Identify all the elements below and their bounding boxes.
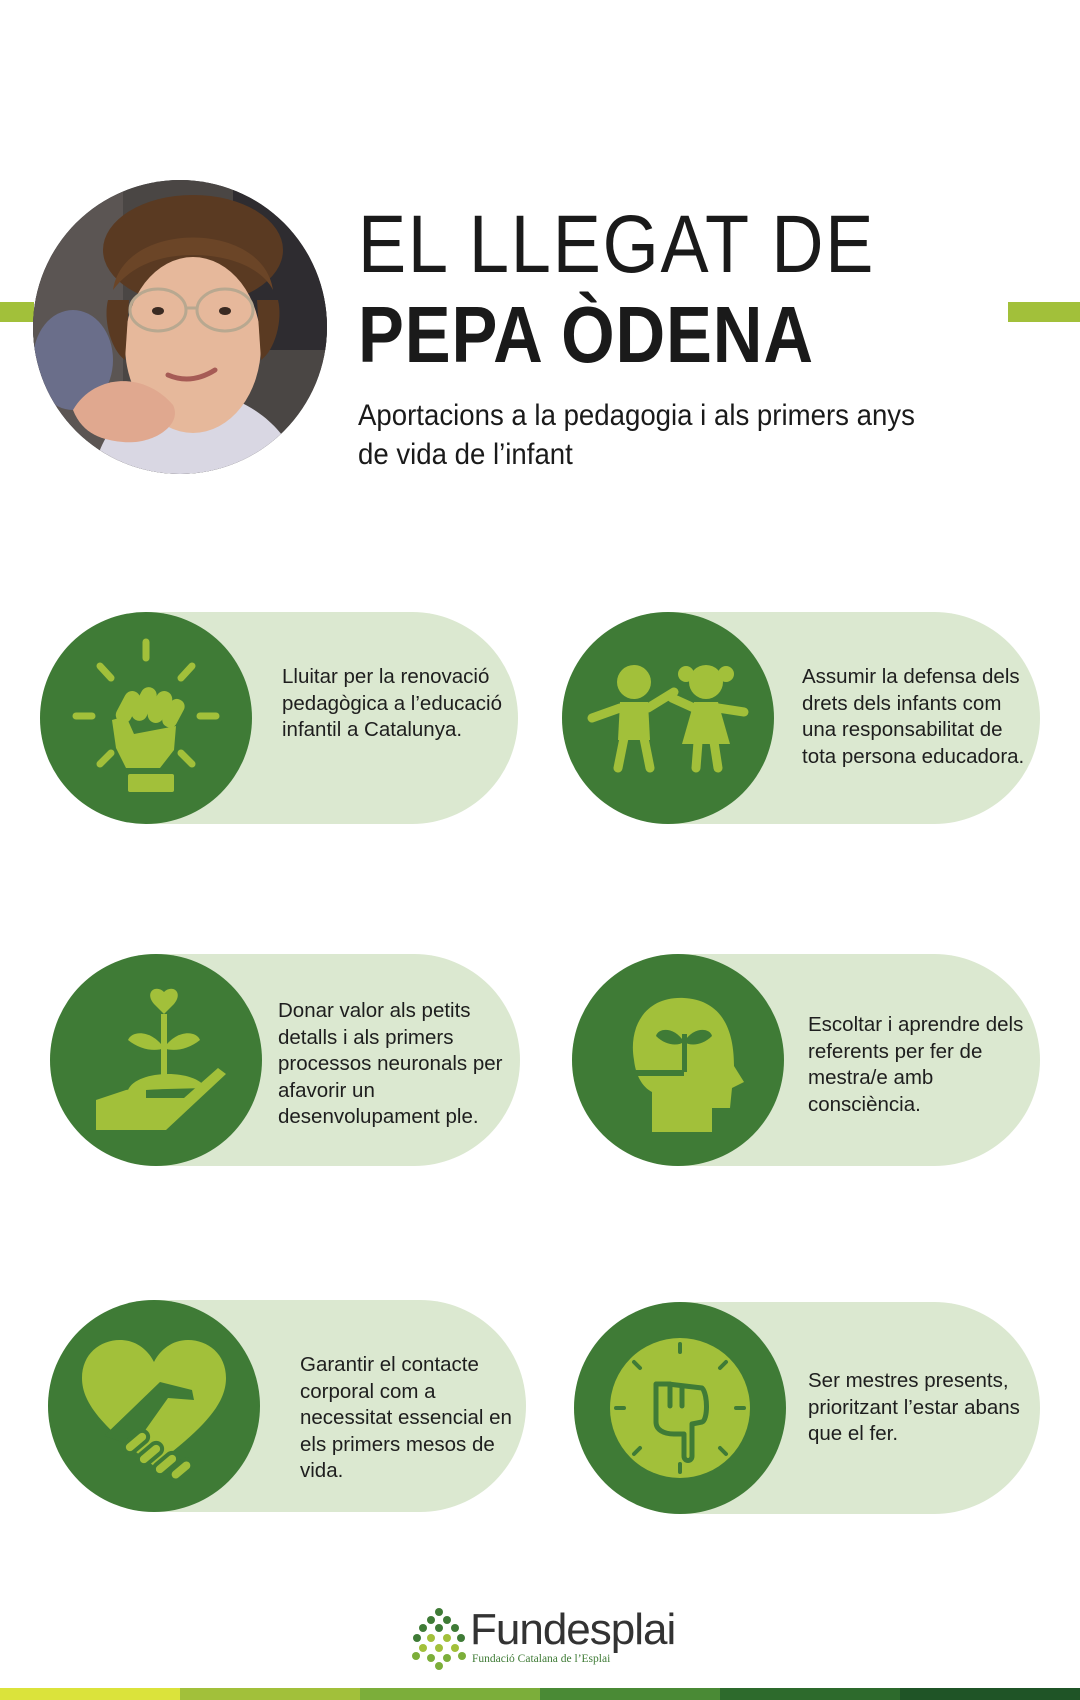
footer-segment [540, 1688, 720, 1700]
card-renovation [40, 612, 518, 824]
card-icon-circle [574, 1302, 786, 1514]
heart-handshake-icon [64, 1316, 244, 1496]
card-text: Lluitar per la renovació pedagògica a l’educació infantil a Catalunya. [282, 665, 502, 741]
card-listen-learn [572, 954, 1040, 1166]
card-icon-circle [50, 954, 262, 1166]
card-icon-circle [48, 1300, 260, 1512]
logo-tagline: Fundació Catalana de l’Esplai [472, 1653, 611, 1665]
card-small-details [50, 954, 520, 1166]
footer-color-bar [0, 1688, 1080, 1700]
card-icon-circle [572, 954, 784, 1166]
card-be-present [574, 1302, 1040, 1514]
card-text: Assumir la defensa dels drets dels infants com una responsabilitat de tota persona educadora. [802, 665, 1025, 768]
portrait-illustration [33, 180, 327, 474]
portrait-photo [33, 180, 327, 474]
fundesplai-logo [410, 1604, 690, 1674]
card-icon-circle [562, 612, 774, 824]
raised-fist-icon [56, 628, 236, 808]
hand-sprout-icon [66, 970, 246, 1150]
card-text: Garantir el contacte corporal com a necessitat essencial en els primers mesos de vida. [300, 1353, 512, 1482]
fundesplai-leaf-icon [410, 1606, 468, 1670]
card-text: Escoltar i aprendre dels referents per fer de mestra/e amb consciència. [808, 1013, 1024, 1116]
card-children-rights [562, 612, 1040, 824]
accent-line-right [1008, 302, 1080, 322]
title-line-1: EL LLEGAT DE [358, 199, 876, 290]
title-line-2: PEPA ÒDENA [358, 290, 814, 379]
footer-segment [900, 1688, 1080, 1700]
subtitle: Aportacions a la pedagogia i als primers anys de vida de l’infant [358, 399, 915, 471]
children-icon [578, 628, 758, 808]
accent-line-left [0, 302, 34, 322]
logo-wordmark: Fundesplai [470, 1605, 676, 1654]
card-body-contact [48, 1300, 526, 1512]
head-sprout-icon [588, 970, 768, 1150]
card-text: Donar valor als petits detalls i als primers processos neuronals per afavorir un desenvolupament ple. [278, 999, 503, 1128]
footer-segment [0, 1688, 180, 1700]
card-icon-circle [40, 612, 252, 824]
card-text: Ser mestres presents, prioritzant l’estar abans que el fer. [808, 1369, 1020, 1445]
footer-segment [720, 1688, 900, 1700]
footer-segment [180, 1688, 360, 1700]
hand-clock-icon [590, 1318, 770, 1498]
footer-segment [360, 1688, 540, 1700]
